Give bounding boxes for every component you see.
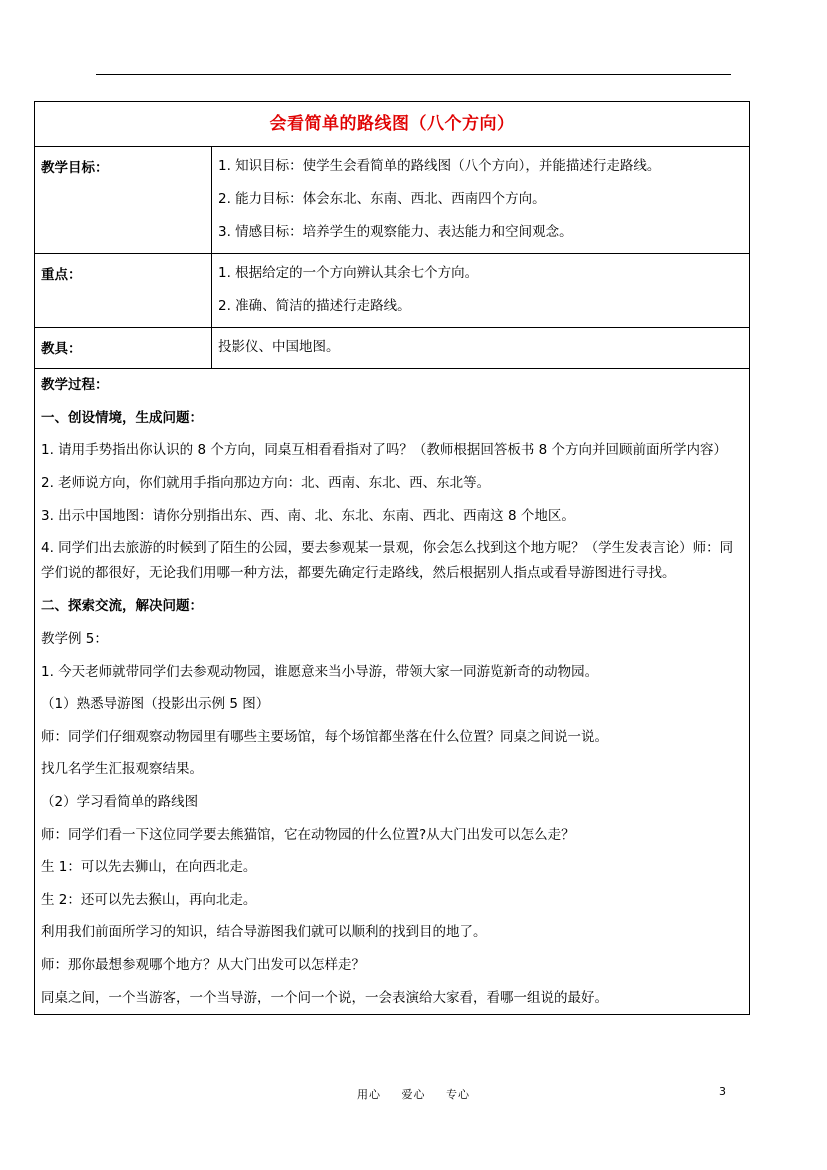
- process-paragraph: 4. 同学们出去旅游的时候到了陌生的公园，要去参观某一景观，你会怎么找到这个地方呢？（学生发表言论）师：同学们说的都很好，无论我们用哪一种方法，都要先确定行走路线，然后根据别人指点或看导游图进行寻找。: [41, 540, 734, 582]
- process-paragraph: 2. 老师说方向，你们就用手指向那边方向：北、西南、东北、西、东北等。: [41, 475, 491, 492]
- process-row: [35, 369, 750, 1015]
- objective-item: 2. 能力目标：体会东北、东南、西北、西南四个方向。: [218, 191, 546, 207]
- focus-row: [35, 254, 750, 328]
- tools-content: [212, 328, 750, 369]
- process-paragraph: 生 2：还可以先去猴山，再向北走。: [41, 891, 257, 908]
- process-paragraph: 教学例 5：: [41, 630, 108, 647]
- page-number: 3: [719, 1085, 726, 1098]
- footer-motto: 爱心: [401, 1088, 426, 1101]
- process-paragraph: 利用我们前面所学习的知识，结合导游图我们就可以顺利的找到目的地了。: [41, 924, 487, 941]
- section-heading: 二、探索交流，解决问题：: [41, 598, 203, 615]
- process-heading: 教学过程：: [41, 377, 109, 393]
- process-paragraph: 生 1：可以先去狮山，在向西北走。: [41, 859, 257, 876]
- footer-motto: 专心: [446, 1088, 470, 1101]
- process-paragraph: 1. 今天老师就带同学们去参观动物园，谁愿意来当小导游，带领大家一同游览新奇的动物园。: [41, 663, 599, 680]
- objectives-content: [212, 147, 750, 254]
- process-paragraph: 师：那你最想参观哪个地方？从大门出发可以怎样走？: [41, 956, 365, 973]
- objectives-row: [35, 147, 750, 254]
- document-title: 会看简单的路线图（八个方向）: [269, 114, 515, 134]
- process-paragraph: 同桌之间，一个当游客，一个当导游，一个问一个说，一会表演给大家看，看哪一组说的最好。: [41, 989, 608, 1006]
- focus-item: 1. 根据给定的一个方向辨认其余七个方向。: [218, 265, 479, 281]
- process-paragraph: 师：同学们仔细观察动物园里有哪些主要场馆，每个场馆都坐落在什么位置？同桌之间说一说。: [41, 728, 608, 745]
- process-paragraph: 3. 出示中国地图：请你分别指出东、西、南、北、东北、东南、西北、西南这 8 个地区。: [41, 507, 575, 524]
- process-content: [35, 369, 750, 1015]
- page-footer: [0, 1086, 827, 1102]
- focus-label: 重点：: [35, 254, 212, 328]
- header-rule: [96, 74, 731, 75]
- process-paragraph: 师：同学们看一下这位同学要去熊猫馆，它在动物园的什么位置?从大门出发可以怎么走？: [41, 826, 575, 843]
- objective-item: 1. 知识目标：使学生会看简单的路线图（八个方向），并能描述行走路线。: [218, 158, 661, 174]
- process-paragraph: （2）学习看简单的路线图: [41, 793, 199, 810]
- tools-label: 教具：: [35, 328, 212, 369]
- section-heading: 一、创设情境，生成问题：: [41, 409, 203, 426]
- title-cell: [35, 102, 750, 147]
- footer-motto: 用心: [357, 1088, 381, 1101]
- lesson-plan-table: [34, 101, 750, 1015]
- process-paragraph: 找几名学生汇报观察结果。: [41, 761, 203, 778]
- objectives-label: 教学目标：: [35, 147, 212, 254]
- process-paragraph: （1）熟悉导游图（投影出示例 5 图）: [41, 696, 270, 713]
- focus-content: [212, 254, 750, 328]
- tools-text: 投影仪、中国地图。: [218, 339, 340, 355]
- tools-row: [35, 328, 750, 369]
- focus-item: 2. 准确、简洁的描述行走路线。: [218, 298, 411, 314]
- process-paragraph: 1. 请用手势指出你认识的 8 个方向，同桌互相看看指对了吗？（教师根据回答板书 8 个方向并回顾前面所学内容）: [41, 442, 728, 459]
- objective-item: 3. 情感目标：培养学生的观察能力、表达能力和空间观念。: [218, 224, 573, 240]
- title-row: [35, 102, 750, 147]
